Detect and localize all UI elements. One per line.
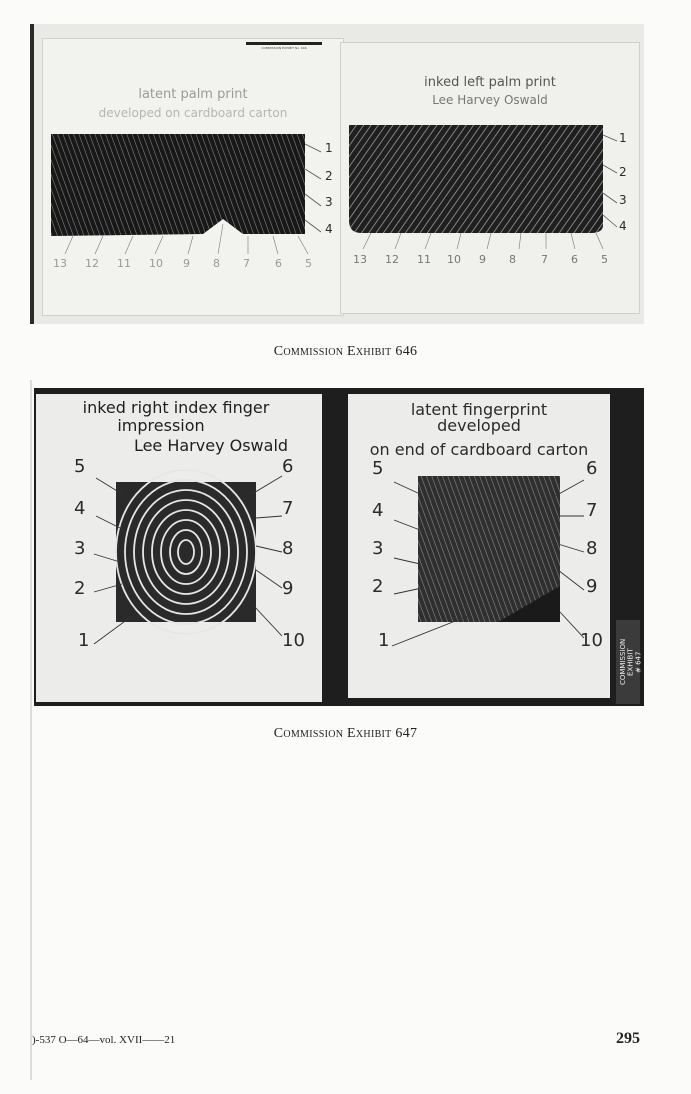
inked-finger-number: 9 bbox=[282, 578, 294, 599]
inked-palm-bottom-number: 9 bbox=[479, 253, 486, 266]
latent-palm-side-number: 3 bbox=[325, 195, 333, 209]
inked-palm-bottom-number: 8 bbox=[509, 253, 516, 266]
inked-palm-print-image bbox=[341, 115, 639, 265]
latent-finger-print-image bbox=[348, 466, 610, 696]
latent-palm-bottom-number: 11 bbox=[117, 257, 131, 270]
latent-finger-number: 4 bbox=[372, 500, 384, 521]
latent-finger-number: 5 bbox=[372, 458, 384, 479]
latent-palm-side-number: 4 bbox=[325, 222, 333, 236]
exhibit-647-stamp bbox=[616, 620, 643, 704]
inked-palm-label-2: Lee Harvey Oswald bbox=[432, 93, 548, 107]
latent-palm-bottom-number: 12 bbox=[85, 257, 99, 270]
latent-palm-side-number: 2 bbox=[325, 169, 333, 183]
inked-finger-number: 3 bbox=[74, 538, 86, 559]
exhibit-647-caption bbox=[0, 726, 691, 742]
exhibit-646-photo bbox=[34, 24, 644, 324]
inked-finger-number: 7 bbox=[282, 498, 294, 519]
inked-finger-label-3: Lee Harvey Oswald bbox=[133, 436, 289, 455]
latent-finger-label-1: latent fingerprint bbox=[410, 400, 548, 419]
inked-palm-bottom-number: 5 bbox=[601, 253, 608, 266]
latent-palm-bottom-number: 8 bbox=[213, 257, 220, 270]
inked-finger-number: 6 bbox=[282, 456, 294, 477]
latent-palm-side-number: 1 bbox=[325, 141, 333, 155]
inked-palm-bottom-number: 7 bbox=[541, 253, 548, 266]
inked-palm-side-number: 4 bbox=[619, 219, 627, 233]
inked-finger-number: 8 bbox=[282, 538, 294, 559]
exhibit-647-stamp-text bbox=[620, 624, 643, 700]
inked-palm-label-1: inked left palm print bbox=[424, 75, 556, 90]
print-code: )-537 O—64—vol. XVII——21 bbox=[32, 1034, 176, 1046]
latent-finger-number: 3 bbox=[372, 538, 384, 559]
exhibit-646-caption-text: Commission Exhibit 646 bbox=[273, 344, 418, 359]
exhibit-647-photo bbox=[34, 388, 644, 706]
inked-finger-label-1: inked right index finger bbox=[82, 398, 270, 417]
inked-palm-bottom-number: 13 bbox=[353, 253, 367, 266]
inked-finger-card bbox=[36, 394, 322, 702]
exhibit-646-caption bbox=[0, 344, 691, 360]
exhibit-647-stamp-line2: # 647 bbox=[634, 651, 643, 673]
inked-palm-side-number: 1 bbox=[619, 131, 627, 145]
inked-palm-card bbox=[340, 42, 640, 314]
exhibit-647-stamp-line1: COMMISSION EXHIBIT bbox=[619, 638, 635, 686]
exhibit-646-tag bbox=[246, 42, 322, 51]
latent-palm-bottom-number: 9 bbox=[183, 257, 190, 270]
page-number: 295 bbox=[616, 1030, 640, 1047]
exhibit-647-caption-text: Commission Exhibit 647 bbox=[273, 726, 418, 741]
latent-palm-bottom-number: 5 bbox=[305, 257, 312, 270]
latent-finger-number: 6 bbox=[586, 458, 598, 479]
inked-palm-bottom-number: 10 bbox=[447, 253, 461, 266]
inked-finger-number: 2 bbox=[74, 578, 86, 599]
inked-palm-side-number: 2 bbox=[619, 165, 627, 179]
inked-palm-bottom-number: 11 bbox=[417, 253, 431, 266]
latent-palm-bottom-number: 6 bbox=[275, 257, 282, 270]
inked-finger-number: 4 bbox=[74, 498, 86, 519]
latent-palm-label-1: latent palm print bbox=[138, 87, 248, 102]
latent-palm-bottom-number: 7 bbox=[243, 257, 250, 270]
latent-finger-number: 7 bbox=[586, 500, 598, 521]
latent-finger-label-2: developed bbox=[437, 416, 521, 435]
latent-finger-label-3: on end of cardboard carton bbox=[369, 440, 589, 459]
latent-finger-card bbox=[348, 394, 610, 698]
latent-palm-print-image bbox=[43, 124, 343, 274]
inked-palm-bottom-number: 6 bbox=[571, 253, 578, 266]
inked-finger-label-2: impression bbox=[117, 416, 205, 435]
latent-finger-number: 2 bbox=[372, 576, 384, 597]
inked-finger-number: 1 bbox=[78, 630, 90, 651]
inked-finger-number: 5 bbox=[74, 456, 86, 477]
latent-palm-bottom-number: 13 bbox=[53, 257, 67, 270]
latent-finger-number: 8 bbox=[586, 538, 598, 559]
exhibit-646-tag-text: COMMISSION EXHIBIT No. 646 bbox=[261, 46, 307, 50]
inked-finger-number: 10 bbox=[282, 630, 305, 651]
latent-finger-number: 1 bbox=[378, 630, 390, 651]
latent-finger-number: 10 bbox=[580, 630, 603, 651]
inked-palm-bottom-number: 12 bbox=[385, 253, 399, 266]
latent-palm-card bbox=[42, 38, 344, 316]
latent-finger-number: 9 bbox=[586, 576, 598, 597]
inked-palm-side-number: 3 bbox=[619, 193, 627, 207]
latent-palm-bottom-number: 10 bbox=[149, 257, 163, 270]
latent-palm-label-2: developed on cardboard carton bbox=[98, 106, 288, 120]
